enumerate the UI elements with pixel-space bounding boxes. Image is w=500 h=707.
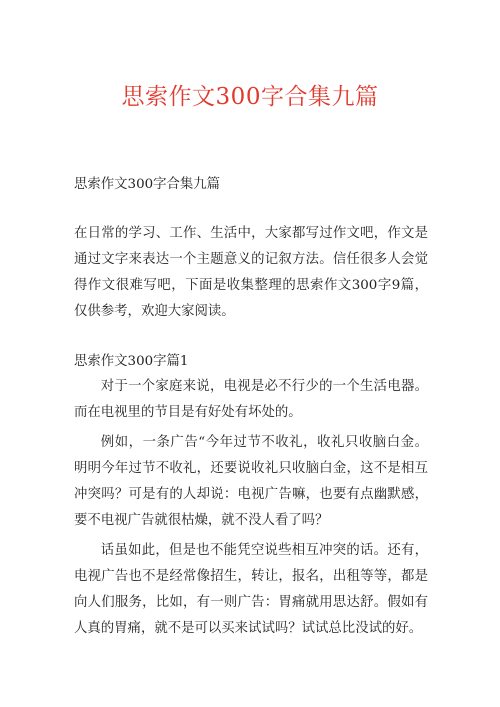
intro-paragraph: 在日常的学习、工作、生活中，大家都写过作文吧，作文是通过文字来表达一个主题意义的记叙方法。信任很多人会觉得作文很难写吧，下面是收集整理的思索作文300字9篇，仅供参考，欢迎大家阅读。 <box>74 226 428 319</box>
section-heading: 思索作文300字篇1 <box>74 354 189 369</box>
body-paragraph-2: 例如，一条广告“今年过节不收礼，收礼只收脑白金。明明今年过节不收礼，还要说收礼只收脑白金，这不是相互冲突吗？可是有的人却说：电视广告嘛，也要有点幽默感，要不电视广告就很枯燥，就不没人看了吗？ <box>74 435 428 528</box>
body-paragraph-3: 话虽如此，但是也不能凭空说些相互冲突的话。还有，电视广告也不是经常像招生，转让，报名，出租等等，都是向人们服务，比如，有一则广告：胃痛就用思达舒。假如有人真的胃痛，就不是可以买来试试吗？试试总比没试的好。 <box>74 543 428 636</box>
document-subtitle: 思索作文300字合集九篇 <box>74 177 221 192</box>
document-title: 思索作文300字合集九篇 <box>121 84 379 110</box>
body-paragraph-1: 对于一个家庭来说，电视是必不行少的一个生活电器。而在电视里的节目是有好处有坏处的。 <box>74 379 428 420</box>
